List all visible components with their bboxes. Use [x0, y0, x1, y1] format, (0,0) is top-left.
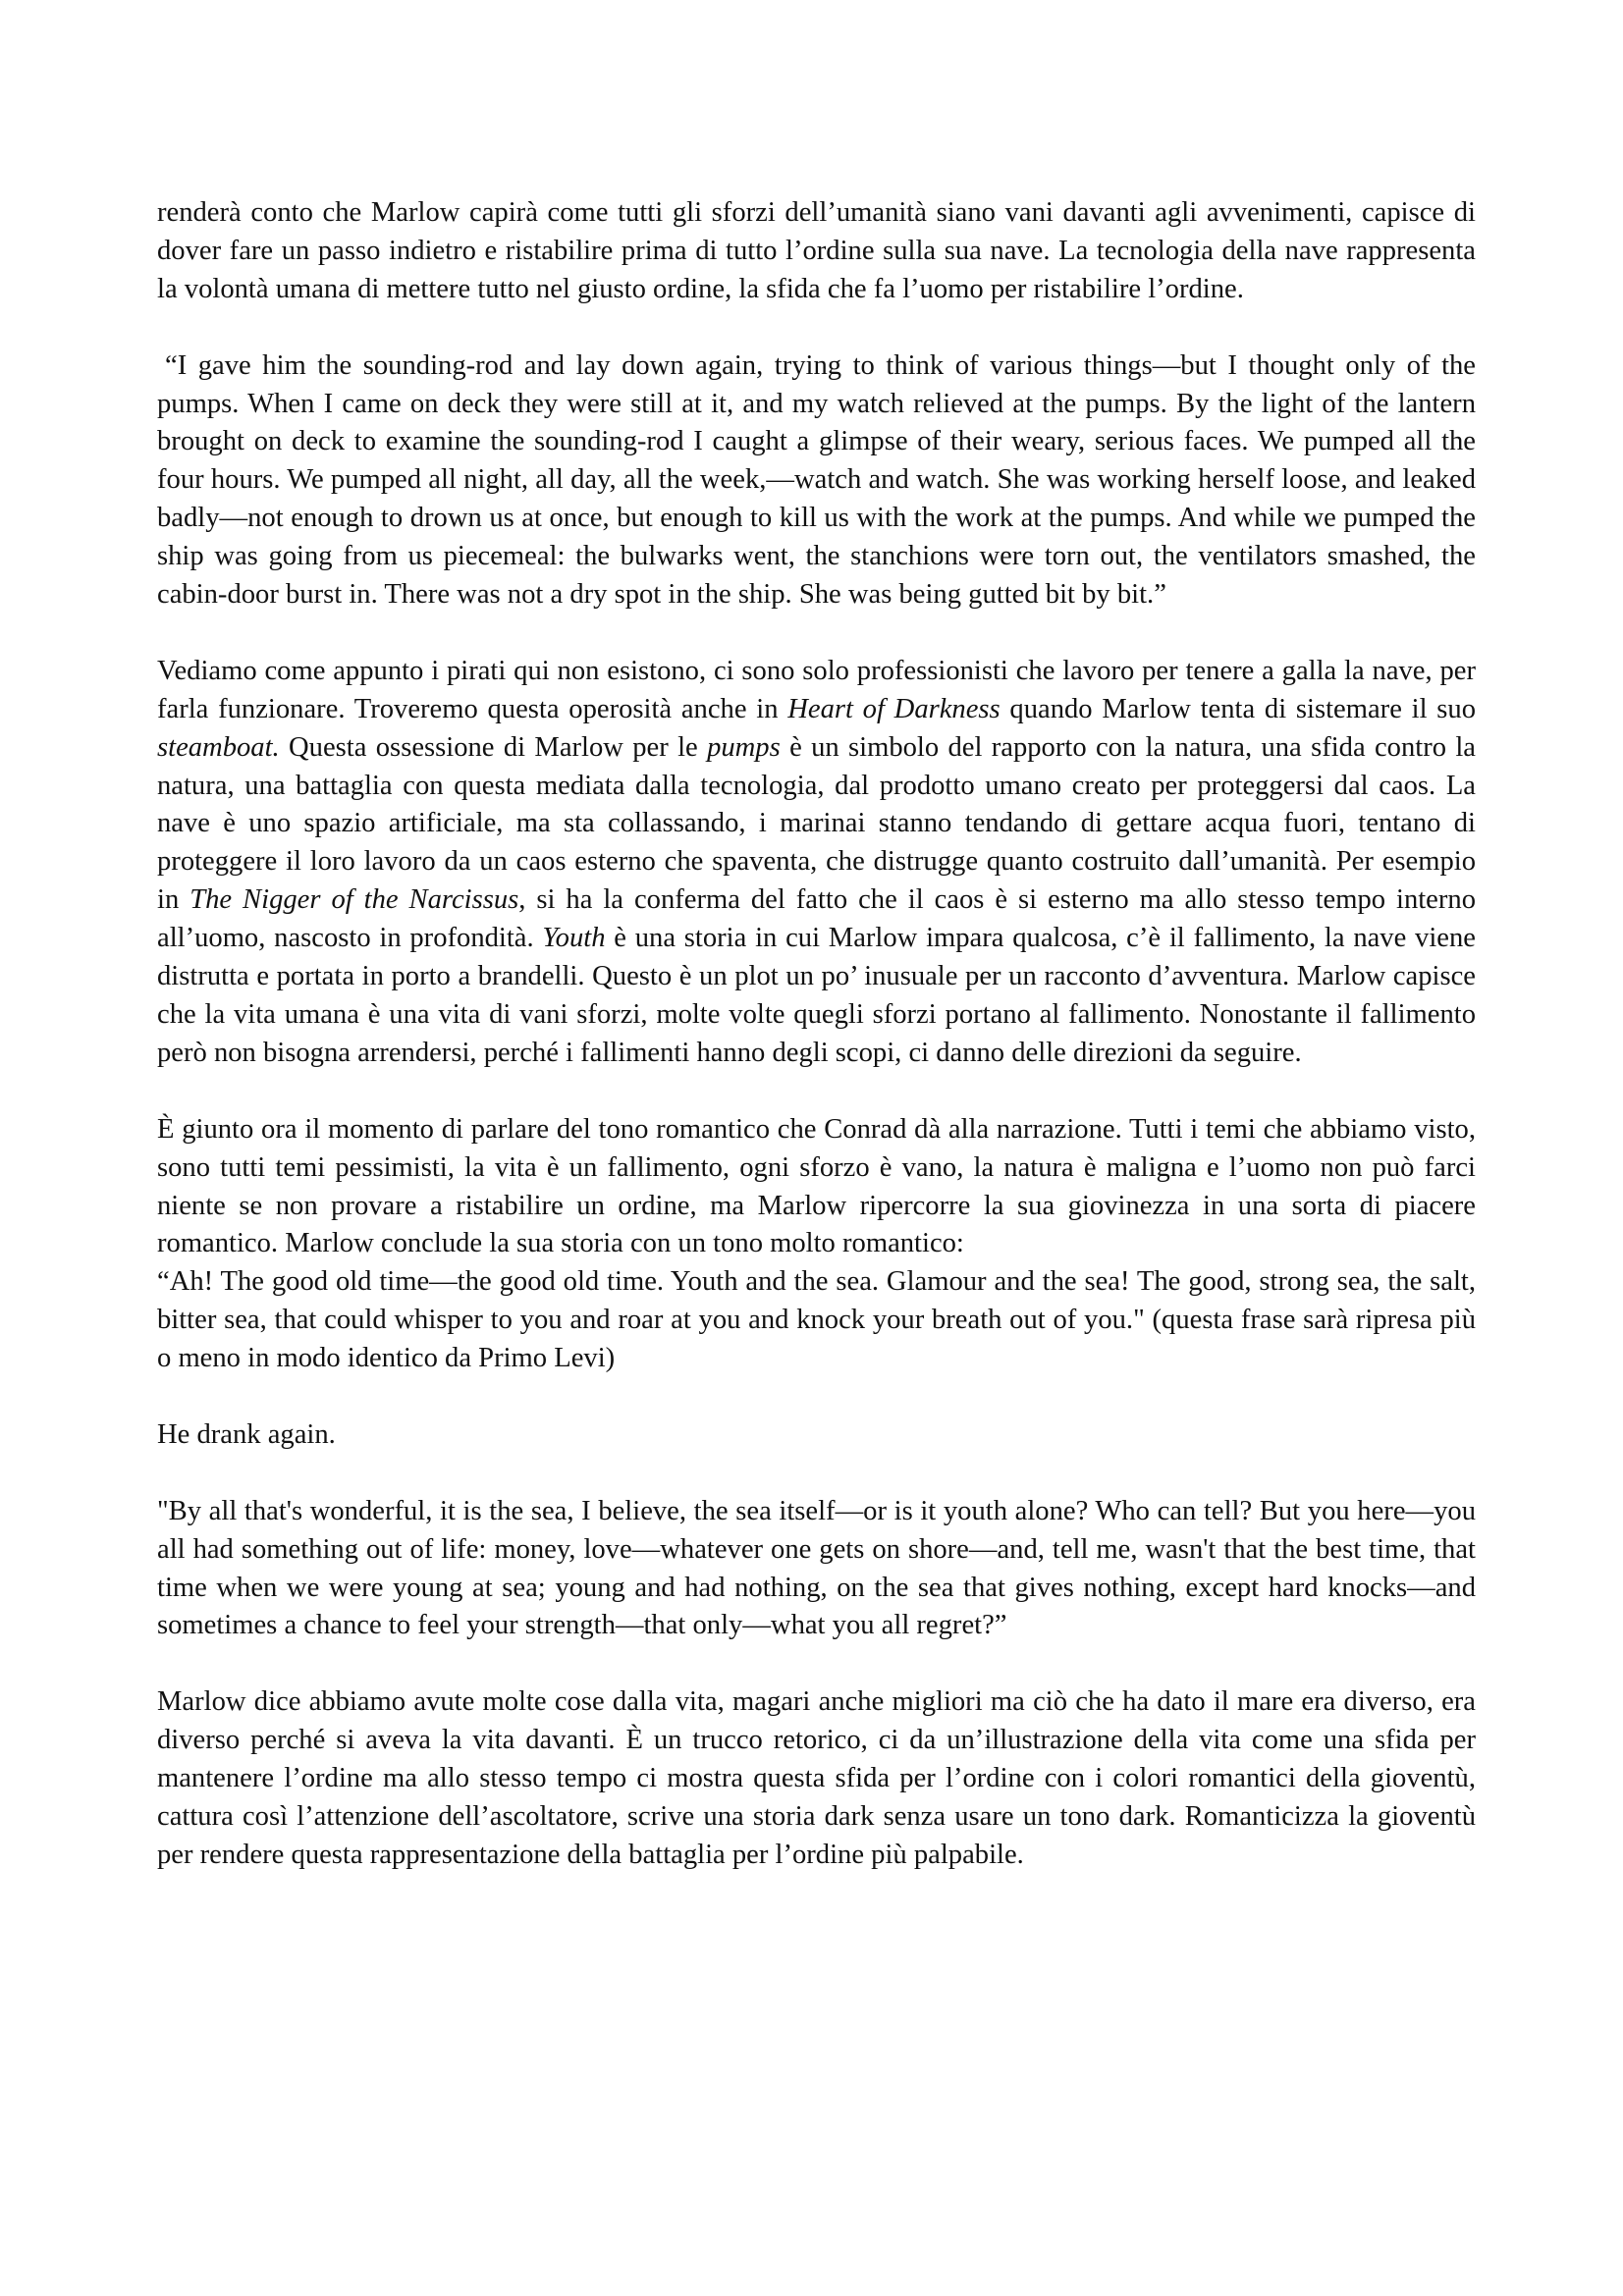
paragraph-gap	[157, 1455, 1476, 1493]
quote-good-old-time: “Ah! The good old time—the good old time. Youth and the sea. Glamour and the sea! The good, strong sea, the salt, bitter sea, that could whisper to you and roar at you and knock your breath out of you." (questa frase sarà ripresa più o meno in modo identico da Primo Levi)	[157, 1266, 1476, 1374]
paragraph-gap	[157, 1645, 1476, 1683]
paragraph-romantic-tone: È giunto ora il momento di parlare del tono romantico che Conrad dà alla narrazione. Tutti i temi che abbiamo visto, sono tutti temi pessimisti, la vita è un fallimento, ogni sforzo è vano, la natura è maligna e l’uomo non può farci niente se non provare a ristabilire un ordine, ma Marlow ripercorre la sua giovinezza in una sorta di piacere romantico. Marlow conclude la sua storia con un tono molto romantico:	[157, 1113, 1476, 1259]
title-heart-of-darkness: Heart of Darkness	[787, 693, 1001, 724]
title-nigger-of-the-narcissus: The Nigger of the Narcissus	[189, 884, 519, 916]
term-steamboat: steamboat.	[157, 731, 280, 763]
quote-sounding-rod-text: “I gave him the sounding-rod and lay down again, trying to think of various things—but I thought only of the pumps. When I came on deck they were still at it, and my watch relieved at the pumps. By the light of the lantern brought on deck to examine the sounding-rod I caught a glimpse of their weary, serious faces. We pumped all the four hours. We pumped all night, all day, all the week,—watch and watch. She was working herself loose, and leaked badly—not enough to drown us at once, but enough to kill us with the work at the pumps. And while we pumped the ship was going from us piecemeal: the bulwarks went, the stanchions were torn out, the ventilators smashed, the cabin-door burst in. There was not a dry spot in the ship. She was being gutted bit by bit.”	[157, 349, 1476, 611]
paragraph-1: renderà conto che Marlow capirà come tutti gli sforzi dell’umanità siano vani davanti agli avvenimenti, capisce di dover fare un passo indietro e ristabilire prima di tutto l’ordine sulla sua nave. La tecnologia della nave rappresenta la volontà umana di mettere tutto nel giusto ordine, la sfida che fa l’uomo per ristabilire l’ordine.	[157, 197, 1476, 304]
paragraph-pirates	[157, 653, 1476, 1073]
text-run: quando Marlow tenta di sistemare il suo	[1000, 693, 1476, 724]
text-run: è un simbolo del rapporto con la natura, una sfida contro la natura, una battaglia con questa mediata dalla tecnologia, dal prodotto umano creato per proteggersi dal caos. La nave è uno spazio artificiale, ma sta collassando, i marinai stanno tendando di gettare acqua fuori, tentano di proteggere il loro lavoro da un caos esterno che spaventa, che distrugge quanto costruito dall’umanità. Per esempio in	[157, 731, 1476, 916]
text-run: , si ha la conferma del fatto che il caos è si esterno ma allo stesso tempo interno all’uomo, nascosto in profondità.	[157, 884, 1476, 954]
document-page	[157, 194, 1476, 1875]
paragraph-gap	[157, 309, 1476, 347]
text-run: Vediamo come appunto i pirati qui non esistono, ci sono solo professionisti che lavoro per tenere a galla la nave, per farla funzionare. Troveremo questa operosità anche in	[157, 655, 1476, 724]
paragraph-gap	[157, 614, 1476, 653]
paragraph-gap	[157, 1073, 1476, 1111]
text-run: è una storia in cui Marlow impara qualcosa, c’è il fallimento, la nave viene distrutta e portata in porto a brandelli. Questo è un plot un po’ inusuale per un racconto d’avventura. Marlow capisce che la vita umana è una vita di vani sforzi, molte volte quegli sforzi portano al fallimento. Nonostante il fallimento però non bisogna arrendersi, perché i fallimenti hanno degli scopi, ci danno delle direzioni da seguire.	[157, 923, 1476, 1068]
title-youth: Youth	[542, 923, 606, 954]
quote-sounding-rod	[157, 347, 1476, 614]
paragraph-rhetorical-trick: Marlow dice abbiamo avute molte cose dalla vita, magari anche migliori ma ciò che ha dato il mare era diverso, era diverso perché si aveva la vita davanti. È un trucco retorico, ci da un’illustrazione della vita come una sfida per mantenere l’ordine ma allo stesso tempo ci mostra questa sfida per l’ordine con i colori romantici della gioventù, cattura così l’attenzione dell’ascoltatore, scrive una storia dark senza usare un tono dark. Romanticizza la gioventù per rendere questa rappresentazione della battaglia per l’ordine più palpabile.	[157, 1686, 1476, 1870]
quote-wonderful-sea: "By all that's wonderful, it is the sea, I believe, the sea itself—or is it youth alone? Who can tell? But you here—you all had something out of life: money, love—whatever one gets on shore—and, tell me, wasn't that the best time, that time when we were young at sea; young and had nothing, on the sea that gives nothing, except hard knocks—and sometimes a chance to feel your strength—that only—what you all regret?”	[157, 1495, 1476, 1641]
text-run: Questa ossessione di Marlow per le	[279, 731, 708, 763]
term-pumps: pumps	[707, 731, 781, 763]
paragraph-drank-again: He drank again.	[157, 1418, 336, 1450]
paragraph-gap	[157, 1378, 1476, 1416]
